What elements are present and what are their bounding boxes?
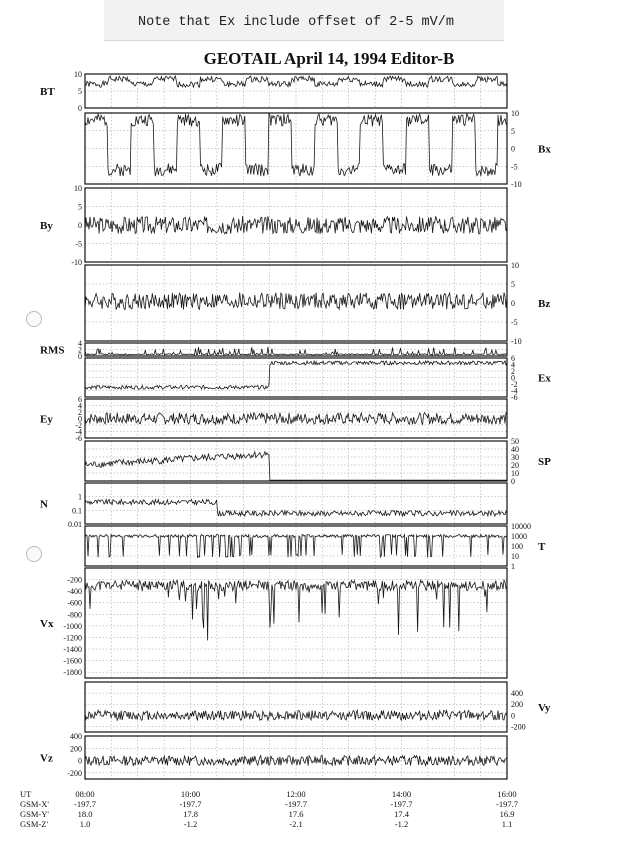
y-tick-label: 10 [511,261,519,270]
y-tick-label: 6 [511,354,515,363]
x-row-label: GSM-Y' [20,809,49,819]
y-tick-label: 5 [78,202,82,212]
y-tick-label: 5 [78,87,82,96]
y-tick-label: 10 [511,109,519,118]
panel-label-t: T [538,541,546,553]
y-tick-label: 0 [78,414,82,424]
y-tick-label: -2 [75,421,82,430]
x-row-label: GSM-Z' [20,819,48,829]
y-tick-label: 4 [78,401,82,411]
y-tick-label: -400 [67,587,82,597]
y-tick-label: 1 [78,492,82,502]
y-tick-label: -4 [75,427,82,437]
y-tick-label: -1000 [63,621,82,631]
y-tick-label: 2 [78,345,82,355]
chart-title: GEOTAIL April 14, 1994 Editor-B [203,49,455,68]
x-row-value: 17.8 [183,809,198,819]
x-row-value: -2.1 [289,819,303,829]
y-tick-label: 400 [70,732,82,741]
panel-label-sp: SP [538,456,551,468]
y-tick-label: 1000 [511,532,527,541]
x-row-value: 16:00 [497,789,517,799]
x-row-value: 1.0 [79,819,91,829]
x-row-value: 10:00 [180,789,201,799]
x-row-value: 16.9 [499,809,515,819]
x-row-value: 18.0 [77,809,93,819]
y-tick-label: 10 [74,70,82,79]
panel-frame-sp [85,441,507,481]
y-tick-label: 0 [78,352,82,361]
y-tick-label: 0 [78,221,82,230]
y-tick-label: -200 [67,768,82,778]
y-tick-label: -1200 [63,633,82,643]
y-tick-label: -10 [511,180,522,189]
y-tick-label: 0 [511,373,515,383]
y-tick-label: 5 [511,126,515,136]
y-tick-label: -5 [511,318,518,327]
y-tick-label: 50 [511,437,519,446]
y-tick-label: 4 [511,360,515,370]
y-tick-label: 0 [511,144,515,154]
y-tick-label: 10000 [511,522,531,531]
panel-label-bx: Bx [538,143,551,156]
y-tick-label: 4 [78,339,82,348]
y-tick-label: -1400 [63,645,82,655]
y-tick-label: 0 [78,104,82,113]
y-tick-label: -6 [511,393,518,402]
x-row-value: -1.2 [394,819,409,829]
y-tick-label: -800 [67,610,82,620]
y-tick-label: 10 [511,469,519,478]
y-tick-label: 400 [511,689,523,699]
y-tick-label: 2 [511,367,515,376]
y-tick-label: 20 [511,461,519,470]
panel-frame-n [85,483,507,524]
panel-label-n: N [40,498,48,511]
y-tick-label: -2 [511,380,518,389]
x-row-value: 14:00 [391,789,412,799]
y-tick-label: -200 [67,575,82,585]
x-row-label: GSM-X' [20,799,49,809]
y-tick-label: -1600 [63,656,82,666]
x-row-value: -197.7 [74,799,96,809]
panel-label-bz: Bz [538,298,551,310]
y-tick-label: 40 [511,445,519,454]
offset-note: Note that Ex include offset of 2-5 mV/m [138,15,454,30]
panel-label-by: By [40,220,53,232]
x-row-value: 17.4 [394,809,409,819]
y-tick-label: 0 [78,756,82,766]
y-tick-label: 2 [78,408,82,417]
x-row-value: 17.6 [288,809,304,819]
x-row-value: -197.7 [179,799,202,809]
y-tick-label: 10 [74,184,82,193]
panel-label-ey: Ey [40,413,53,426]
panel-label-vz: Vz [40,752,53,765]
x-row-value: 12:00 [286,789,306,799]
y-tick-label: 1 [511,562,515,571]
x-row-value: -197.7 [285,799,307,809]
y-tick-label: 0 [511,711,515,721]
x-row-value: -197.7 [496,799,518,809]
y-tick-label: 200 [511,700,523,710]
panel-label-vx: Vx [40,618,54,630]
panel-label-ex: Ex [538,372,551,385]
panel-label-bt: BT [40,86,55,98]
y-tick-label: 6 [78,395,82,404]
x-row-value: 08:00 [75,789,95,799]
y-tick-label: 0.1 [72,506,82,516]
x-row-value: -1.2 [183,819,198,829]
y-tick-label: -5 [511,162,518,172]
y-tick-label: 100 [511,542,523,551]
y-tick-label: 0.01 [68,520,82,529]
y-tick-label: -10 [71,258,82,267]
y-tick-label: 200 [70,744,82,754]
y-tick-label: 5 [511,280,515,289]
y-tick-label: 10 [511,552,519,561]
y-tick-label: -200 [511,722,526,732]
y-tick-label: 0 [511,477,515,486]
y-tick-label: -6 [75,434,82,443]
y-tick-label: -5 [75,239,82,249]
y-tick-label: 0 [511,299,515,308]
y-tick-label: -1800 [63,668,82,678]
y-tick-label: -10 [511,337,522,346]
panel-label-rms: RMS [40,344,65,357]
y-tick-label: -600 [67,598,82,608]
y-tick-label: -4 [511,386,518,396]
x-row-label: UT [20,789,32,799]
panel-label-vy: Vy [538,702,551,714]
y-tick-label: 30 [511,453,519,462]
x-row-value: 1.1 [501,819,513,829]
x-row-value: -197.7 [390,799,413,809]
